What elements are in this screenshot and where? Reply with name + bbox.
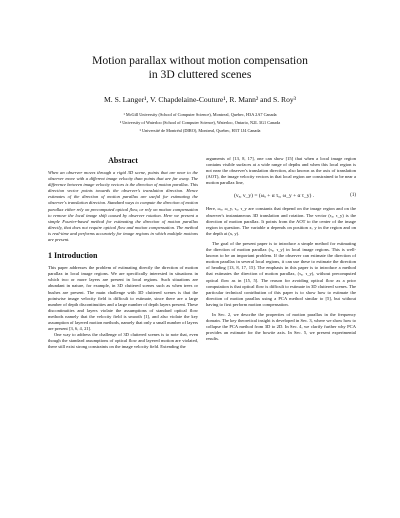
- intro-paragraph-1: This paper addresses the problem of estimating directly the direction of motion parallax in local image regions. We are specifically interested in situations in which two or more layers are present in local regions. Such situations are abundant in nature, for example, in 3D cluttered scenes such as when trees or bushes are present. The main challenge with 3D cluttered scenes is that the pointwise image velocity field is difficult to estimate, since there are a large number of depth discontinuities and a large number of depth layers present. These discontinuities and layers violate the assumptions of standard optical flow methods namely that the velocity field is smooth [1], and also violate the key assumption of layered motion methods, namely that only a small number of layers are present [3, 6, 4, 21].: [48, 265, 198, 332]
- title-line-2: in 3D cluttered scenes: [148, 68, 252, 81]
- authors: M. S. Langer¹, V. Chapdelaine-Couture¹, R. Mann² and S. Roy³: [104, 95, 296, 104]
- intro-paragraph-2: One way to address the challenge of 3D cluttered scenes is to note that, even though the standard assumptions of optical flow and layered motion are violated, there still exist strong constraints on the image velocity field. Extending the: [48, 332, 198, 350]
- right-paragraph-3: The goal of the present paper is to introduce a simple method for estimating the direction of motion parallax (τₓ, τ_y) in local image regions. This is well-known to be an important problem. If the observer can estimate the direction of motion parallax in several local regions, it can use these to estimate the direction of heading [13, 8, 17, 15]. The emphasis in this paper is to introduce a method that estimates the direction of motion parallax, (τₓ, τ_y), without precomputed optical flow as in [15, 5]. The reason for avoiding optical flow as a prior computation is that optical flow is difficult to estimate in 3D cluttered scenes. The particular technical contribution of this paper is to show how to estimate the direction of motion parallax using a PCA method similar to [5], but without having to first perform motion compensation.: [206, 240, 356, 307]
- abstract-heading: Abstract: [108, 156, 138, 165]
- right-paragraph-4: In Sec. 2, we describe the properties of motion parallax in the frequency domain. The key theoretical insight is developed in Sec. 3, where we show how to collapse the PCA method from 3D to 2D. In Sec. 4, we clarify further why PCA provides an estimate for the bowtie axis. In Sec. 5, we present experimental results.: [206, 311, 356, 342]
- right-paragraph-2: Here, ωₓ, ω_y, τₓ, τ_y are constants that depend on the image region and on the observer's instantaneous 3D translation and rotation. The vector (τₓ, τ_y) is the direction of motion parallax. It points from the AOT to the center of the image region in question. The variable α depends on position x, y in the region and on the depth at (x, y).: [206, 206, 356, 236]
- affiliation-1: ¹ McGill University (School of Computer Science), Montreal, Quebec, H3A 2A7 Canada: [123, 112, 277, 117]
- title-line-1: Motion parallax without motion compensation: [92, 54, 308, 67]
- right-column: [206, 156, 356, 342]
- affiliation-3: ³ Université de Montréal (DIRO), Montreal, Quebec, H3T 1J4 Canada: [139, 128, 261, 133]
- abstract-text: When an observer moves through a rigid 3D scene, points that are near to the observer move with a different image velocity than points that are far away. The difference between image velocity vectors is the direction of motion parallax. This direction vector points towards the observer's translation direction. Hence estimates of the direction of motion parallax are useful for estimating the observer's translation direction. Standard ways to compute the direction of motion parallax either rely on precomputed optical flow, or rely on motion compensation to remove the local image shift caused by observer rotation. Here we present a simple Fourier-based method for estimating the direction of motion parallax directly, that does not require optical flow and motion compensation. The method is real-time and performs accurately for image regions in which multiple motions are present.: [48, 170, 198, 243]
- right-paragraph-1: arguments of [13, 8, 17], one can show [15] that when a local image region contains visible surfaces at a wide range of depths and when this local region is not near the observer's translation direction, also known as the axis of translation (AOT), the image velocity vectors in that local region are constrained to be near a motion parallax line,: [206, 156, 356, 186]
- paper-title: [0, 54, 400, 82]
- equation-1: [206, 189, 356, 203]
- affiliation-2: ² University of Waterloo (School of Computer Science), Waterloo, Ontario, N2L 3G1 Canada: [119, 120, 281, 125]
- equation-number: (1): [350, 193, 356, 199]
- introduction-heading: 1 Introduction: [48, 251, 98, 261]
- equation-body: (vₓ, v_y) = (ωₓ + α τₓ, ω_y + α τ_y) .: [234, 193, 315, 200]
- left-column: [48, 156, 198, 350]
